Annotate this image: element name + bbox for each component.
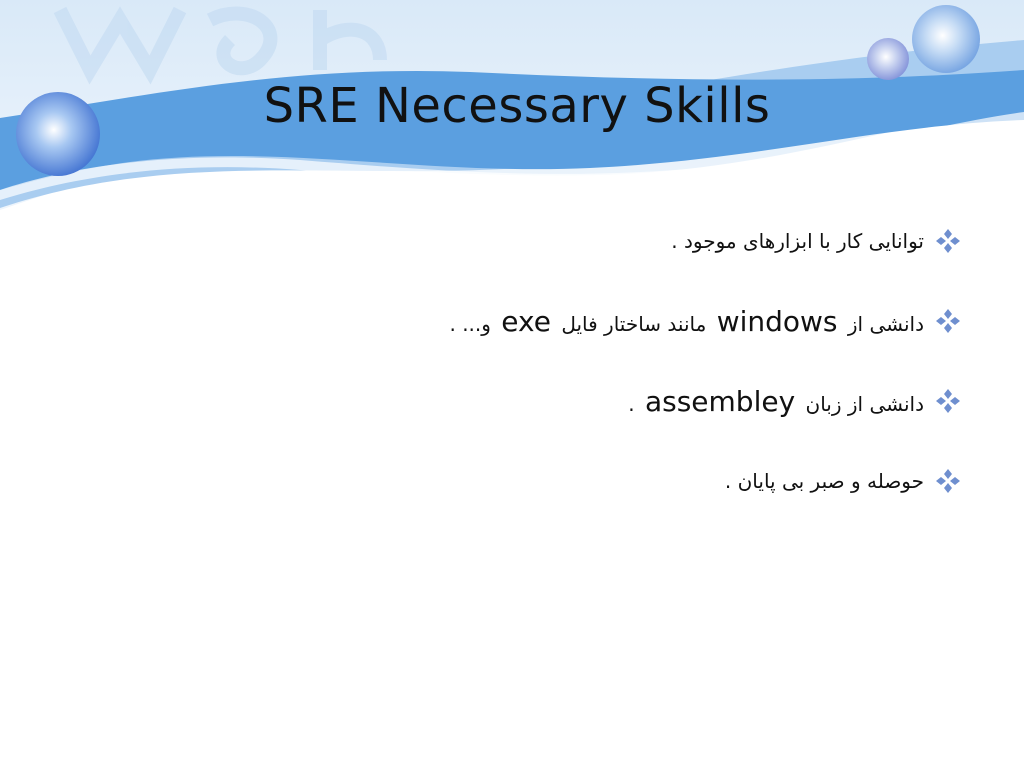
bubble-icon (867, 38, 909, 80)
bullet-item (262, 380, 962, 422)
bullet-text (628, 385, 924, 418)
slide-title: SRE Necessary Skills (263, 78, 771, 134)
bullet-keyword: windows (716, 304, 838, 338)
bullet-text (449, 305, 924, 338)
bullet-text-part: دانشی از (847, 311, 924, 336)
bullet-text: حوصله و صبر بی پایان . (724, 469, 924, 493)
bullet-item (262, 460, 962, 502)
bullet-item (262, 220, 962, 262)
bullet-keyword: exe (501, 304, 551, 338)
bubble-icon (912, 5, 980, 73)
bullet-item (262, 300, 962, 342)
bullet-text-part: و... . (449, 311, 491, 336)
bullet-text-part: دانشی از زبان (805, 391, 924, 416)
four-diamond-bullet-icon (934, 307, 962, 335)
four-diamond-bullet-icon (934, 387, 962, 415)
bullet-list (262, 220, 962, 540)
bullet-keyword: assembley (644, 384, 796, 418)
bullet-text-part: . (628, 391, 635, 416)
bullet-text-part: مانند ساختار فایل (561, 311, 707, 336)
bullet-text: توانایی کار با ابزارهای موجود . (671, 229, 924, 253)
four-diamond-bullet-icon (934, 227, 962, 255)
four-diamond-bullet-icon (934, 467, 962, 495)
